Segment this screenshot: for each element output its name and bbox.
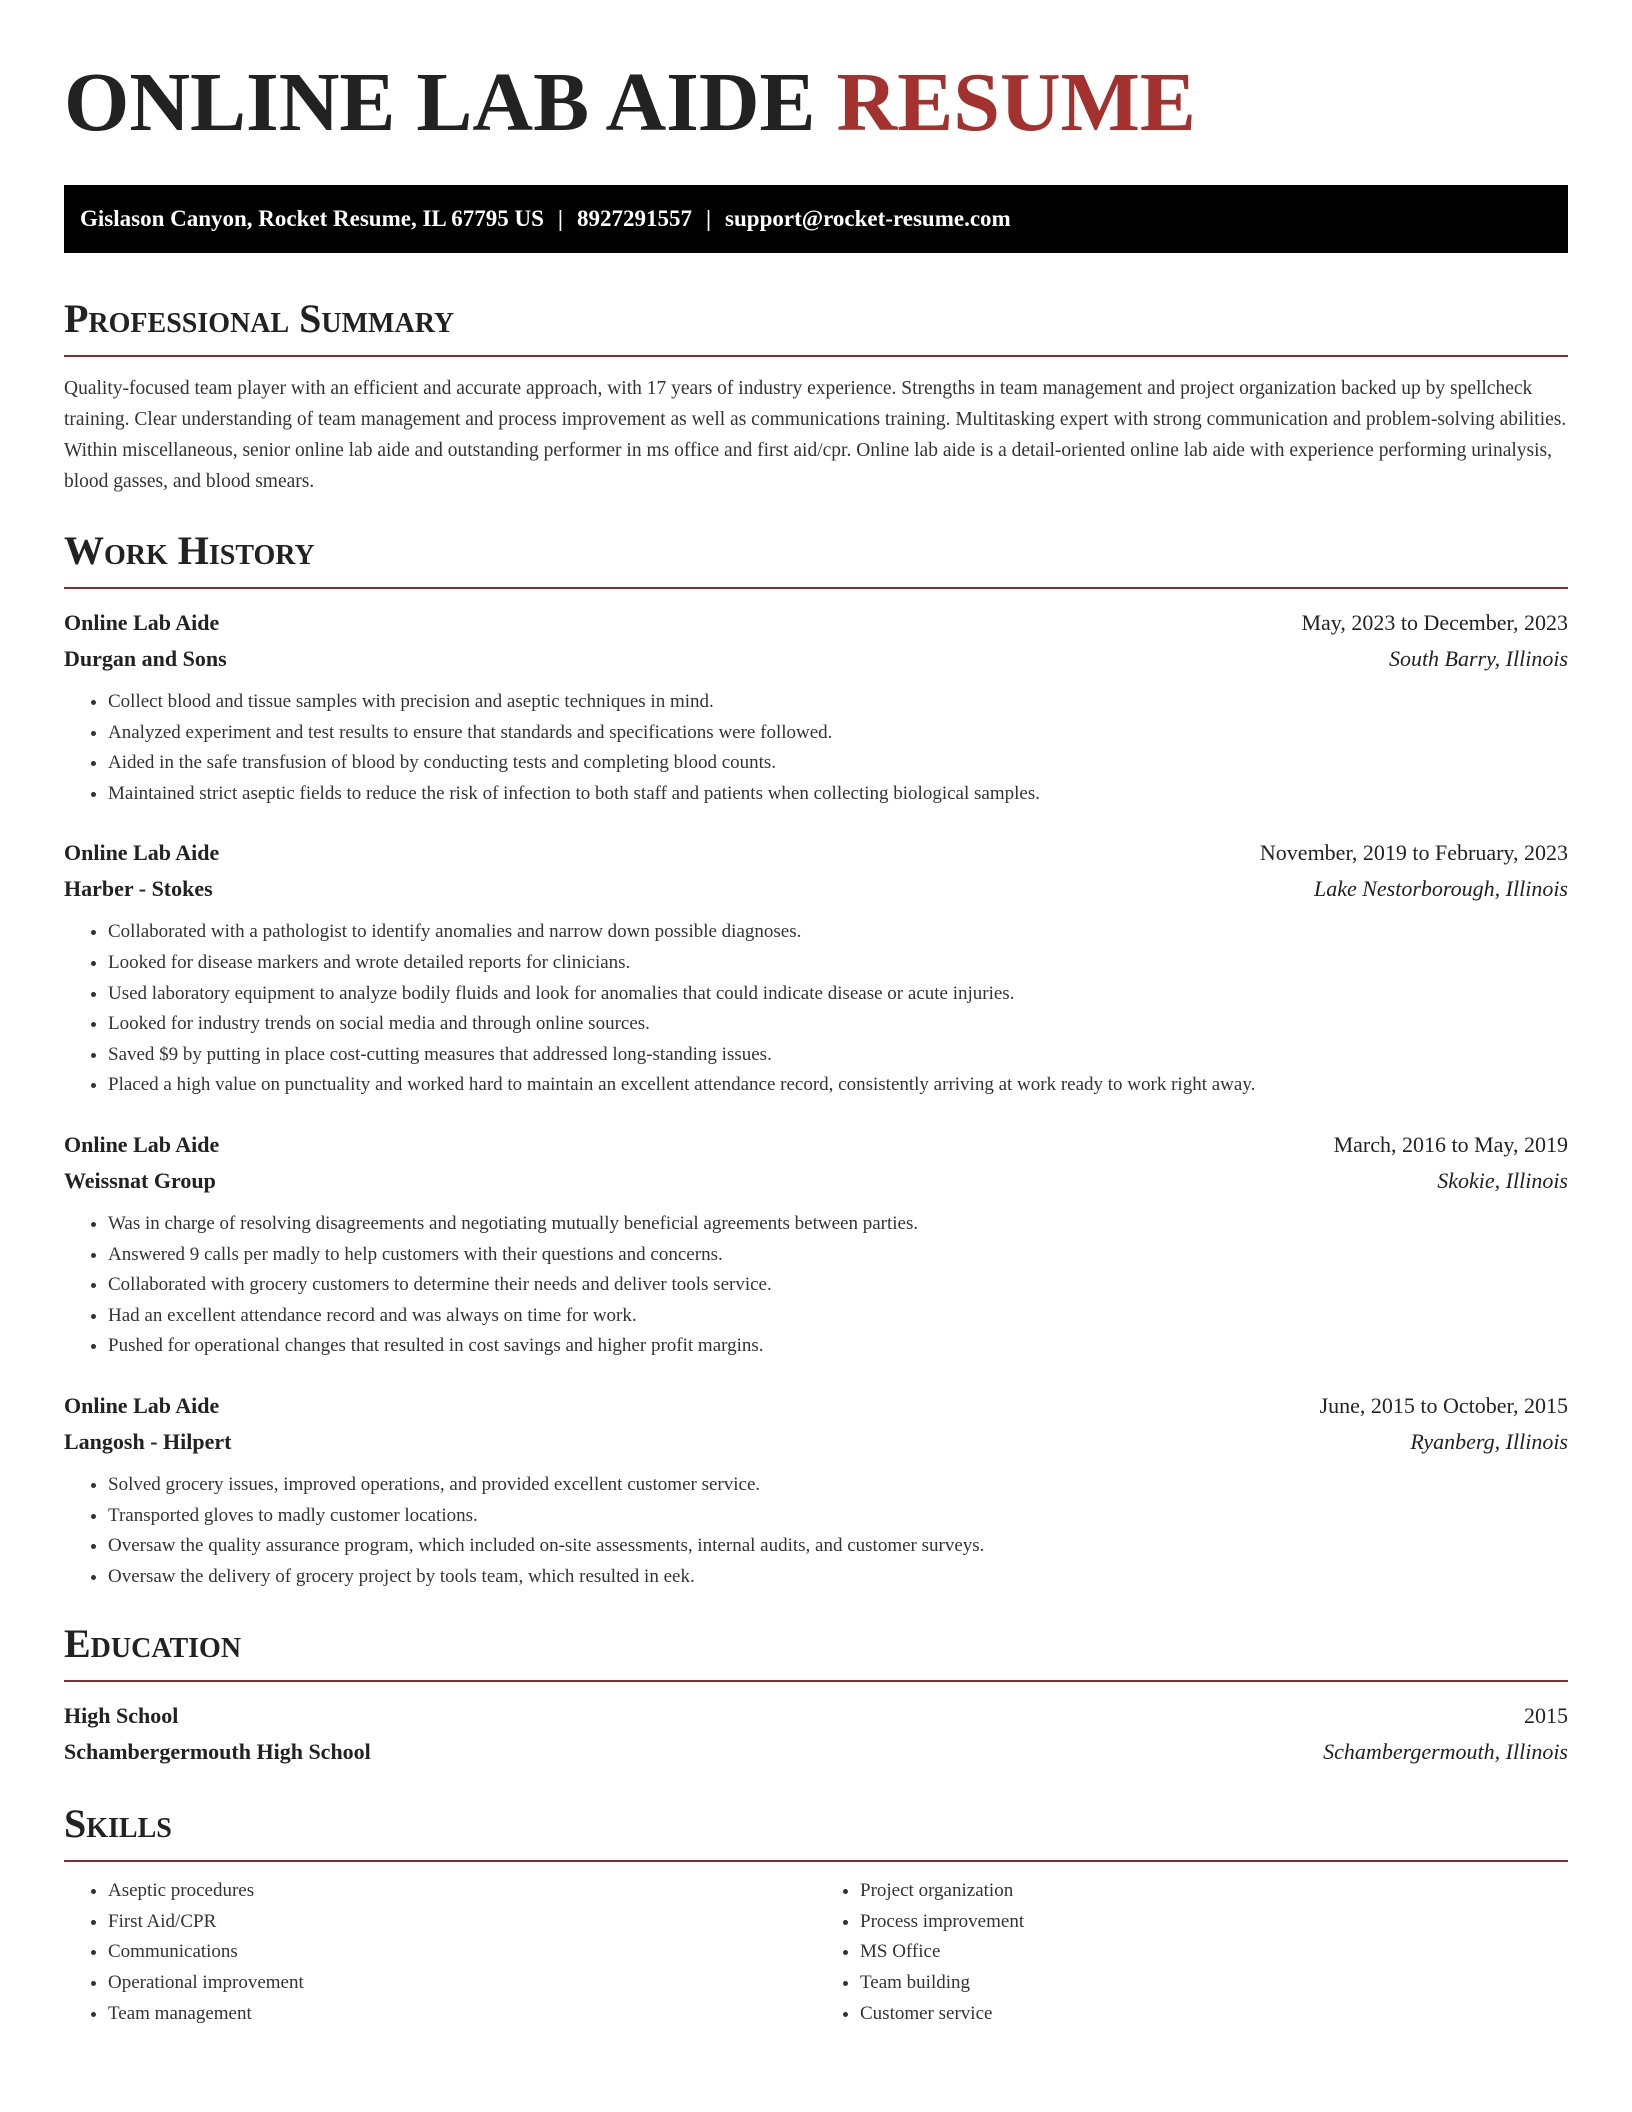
education-entry (64, 1698, 1568, 1770)
job-row (64, 1163, 1568, 1199)
job-bullet: • Aided in the safe transfusion of blood by conducting tests and completing blood counts. (108, 748, 1568, 779)
job-entry (64, 1127, 1568, 1362)
job-bullet: • Answered 9 calls per madly to help customers with their questions and concerns. (108, 1240, 1568, 1271)
contact-address: Gislason Canyon, Rocket Resume, IL 67795 US (80, 206, 544, 231)
skill-item: • Process improvement (860, 1907, 1568, 1938)
job-bullet: • Oversaw the quality assurance program, which included on-site assessments, internal audits, and customer surveys. (108, 1531, 1568, 1562)
job-bullet: • Transported gloves to madly customer locations. (108, 1501, 1568, 1532)
title-accent: RESUME (836, 56, 1196, 149)
section-divider (64, 1680, 1568, 1682)
resume-title (64, 48, 1568, 158)
skills-heading: Skills (64, 1801, 172, 1847)
job-dates: June, 2015 to October, 2015 (1319, 1392, 1568, 1418)
job-row (64, 641, 1568, 677)
section-divider (64, 1860, 1568, 1862)
job-title: Online Lab Aide (64, 1392, 220, 1418)
job-row (64, 605, 1568, 641)
job-title: Online Lab Aide (64, 840, 220, 866)
job-row (64, 1388, 1568, 1424)
education-degree: High School (64, 1703, 179, 1729)
job-company: Harber - Stokes (64, 876, 213, 902)
job-location: Skokie, Illinois (1437, 1167, 1568, 1193)
skill-item: • Aseptic procedures (108, 1876, 816, 1907)
skill-item: • Communications (108, 1937, 816, 1968)
education-location: Schambergermouth, Illinois (1323, 1739, 1568, 1765)
job-bullet: • Looked for disease markers and wrote detailed reports for clinicians. (108, 948, 1568, 979)
job-bullets (64, 1470, 1568, 1592)
work-history-section (64, 527, 1568, 1592)
education-row (64, 1734, 1568, 1770)
skill-item: • Project organization (860, 1876, 1568, 1907)
education-school: Schambergermouth High School (64, 1739, 371, 1765)
skill-item: • Team management (108, 1999, 816, 2030)
job-bullets (64, 917, 1568, 1101)
job-dates: November, 2019 to February, 2023 (1259, 840, 1568, 866)
contact-separator: | (705, 206, 712, 231)
skill-item: • Team building (860, 1968, 1568, 1999)
job-bullet: • Placed a high value on punctuality and worked hard to maintain an excellent attendance record, consistently arriving at work ready to work right away. (108, 1070, 1568, 1101)
education-heading: Education (64, 1621, 242, 1667)
job-location: Lake Nestorborough, Illinois (1313, 876, 1568, 902)
education-section (64, 1620, 1568, 1770)
job-entry (64, 835, 1568, 1101)
job-entry (64, 605, 1568, 809)
job-company: Weissnat Group (64, 1167, 216, 1193)
job-title: Online Lab Aide (64, 610, 220, 635)
work-history-heading: Work History (64, 528, 315, 573)
job-bullet: • Used laboratory equipment to analyze bodily fluids and look for anomalies that could indicate disease or acute injuries. (108, 979, 1568, 1010)
job-bullet: • Was in charge of resolving disagreements and negotiating mutually beneficial agreements between parties. (108, 1209, 1568, 1240)
section-divider (64, 355, 1568, 357)
contact-bar (64, 185, 1568, 253)
job-row (64, 871, 1568, 907)
section-divider (64, 587, 1568, 589)
job-row (64, 835, 1568, 871)
skills-column-left (64, 1876, 816, 2029)
job-bullet: • Collect blood and tissue samples with precision and aseptic techniques in mind. (108, 687, 1568, 718)
job-location: Ryanberg, Illinois (1410, 1428, 1568, 1454)
job-bullet: • Collaborated with a pathologist to identify anomalies and narrow down possible diagnoses. (108, 917, 1568, 948)
skills-column-right (816, 1876, 1568, 2029)
job-bullets (64, 1209, 1568, 1362)
job-bullet: • Looked for industry trends on social media and through online sources. (108, 1009, 1568, 1040)
skill-item: • Operational improvement (108, 1968, 816, 1999)
education-year: 2015 (1524, 1703, 1568, 1729)
skill-item: • MS Office (860, 1937, 1568, 1968)
job-bullet: • Collaborated with grocery customers to determine their needs and deliver tools service. (108, 1270, 1568, 1301)
contact-separator: | (557, 206, 563, 231)
job-bullet: • Solved grocery issues, improved operations, and provided excellent customer service. (108, 1470, 1568, 1501)
job-dates: March, 2016 to May, 2019 (1333, 1131, 1568, 1157)
skills-section (64, 1800, 1568, 2029)
job-bullet: • Had an excellent attendance record and was always on time for work. (108, 1301, 1568, 1332)
skill-item: • First Aid/CPR (108, 1907, 816, 1938)
contact-email: support@rocket-resume.com (725, 206, 1011, 231)
skill-item: • Customer service (860, 1999, 1568, 2030)
job-location: South Barry, Illinois (1388, 646, 1568, 671)
job-bullet: • Analyzed experiment and test results to ensure that standards and specifications were followed. (108, 718, 1568, 749)
summary-section (64, 295, 1568, 497)
education-row (64, 1698, 1568, 1734)
title-main: ONLINE LAB AIDE (64, 56, 816, 149)
job-row (64, 1127, 1568, 1163)
job-bullet: • Maintained strict aseptic fields to reduce the risk of infection to both staff and patients when collecting biological samples. (108, 779, 1568, 810)
job-entry (64, 1388, 1568, 1592)
skills-grid (64, 1876, 1568, 2029)
contact-phone: 8927291557 (576, 206, 692, 231)
job-title: Online Lab Aide (64, 1131, 220, 1157)
job-bullets (64, 687, 1568, 809)
job-company: Durgan and Sons (64, 646, 227, 671)
summary-heading: Professional Summary (64, 296, 455, 341)
job-bullet: • Oversaw the delivery of grocery project by tools team, which resulted in eek. (108, 1562, 1568, 1593)
job-row (64, 1424, 1568, 1460)
summary-text: Quality-focused team player with an efficient and accurate approach, with 17 years of industry experience. Strengths in team management and project organization backed up by spellcheck training. Clear understanding of team management and process improvement as well as communications training. Multitasking expert with strong communication and problem-solving abilities. Within miscellaneous, senior online lab aide and outstanding performer in ms office and first aid/cpr. Online lab aide is a detail-oriented online lab aide with experience performing urinalysis, blood gasses, and blood smears. (64, 378, 1567, 492)
job-bullet: • Saved $9 by putting in place cost-cutting measures that addressed long-standing issues. (108, 1040, 1568, 1071)
job-company: Langosh - Hilpert (64, 1428, 232, 1454)
job-dates: May, 2023 to December, 2023 (1301, 610, 1568, 635)
job-bullet: • Pushed for operational changes that resulted in cost savings and higher profit margins. (108, 1331, 1568, 1362)
job-list (64, 605, 1568, 1592)
